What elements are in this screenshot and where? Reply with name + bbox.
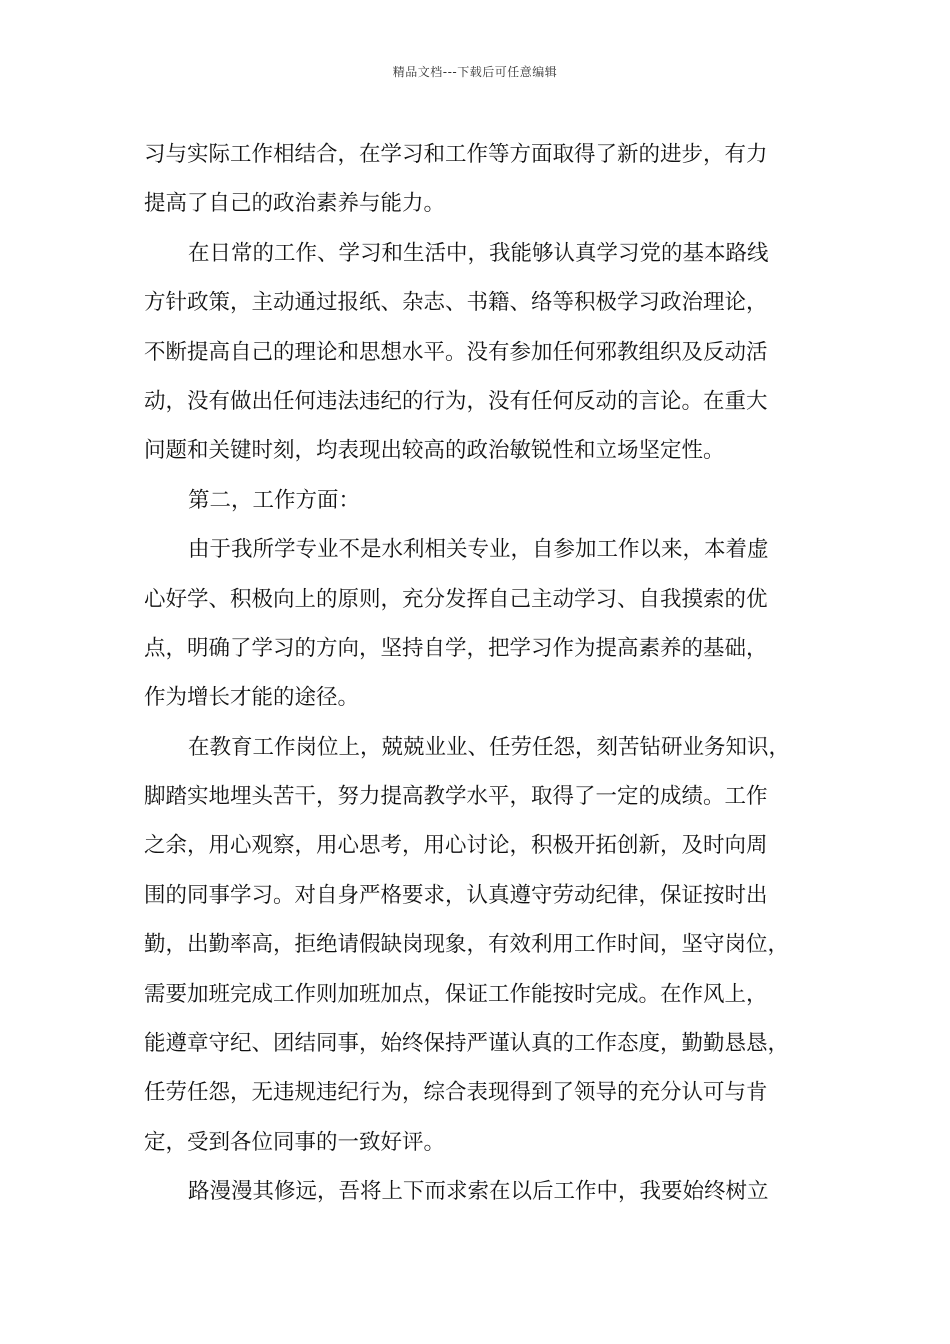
text-line: 任劳任怨，无违规违纪行为，综合表现得到了领导的充分认可与肯 [144, 1080, 768, 1106]
text-line: 不断提高自己的理论和思想水平。没有参加任何邪教组织及反动活 [144, 339, 768, 365]
paragraph-start-line: 在日常的工作、学习和生活中，我能够认真学习党的基本路线 [188, 240, 769, 266]
text-line: 心好学、积极向上的原则，充分发挥自己主动学习、自我摸索的优 [144, 586, 768, 612]
text-line: 点，明确了学习的方向，坚持自学，把学习作为提高素养的基础， [144, 635, 768, 661]
page-header: 精品文档---下载后可任意编辑 [392, 65, 558, 79]
text-line: 定，受到各位同事的一致好评。 [144, 1129, 446, 1155]
text-line: 需要加班完成工作则加班加点，保证工作能按时完成。在作风上， [144, 981, 768, 1007]
text-line: 围的同事学习。对自身严格要求，认真遵守劳动纪律，保证按时出 [144, 882, 768, 908]
paragraph-start-line: 路漫漫其修远，吾将上下而求索在以后工作中，我要始终树立 [188, 1179, 769, 1205]
text-line: 之余，用心观察，用心思考，用心讨论，积极开拓创新，及时向周 [144, 833, 768, 859]
text-line: 勤，出勤率高，拒绝请假缺岗现象，有效利用工作时间，坚守岗位， [144, 932, 790, 958]
text-line: 作为增长才能的途径。 [144, 685, 360, 711]
text-line: 能遵章守纪、团结同事，始终保持严谨认真的工作态度，勤勤恳恳， [144, 1031, 790, 1057]
text-line: 提高了自己的政治素养与能力。 [144, 191, 446, 217]
paragraph-start-line: 由于我所学专业不是水利相关专业，自参加工作以来，本着虚 [188, 537, 769, 563]
text-line: 动，没有做出任何违法违纪的行为，没有任何反动的言论。在重大 [144, 388, 768, 414]
document-body [144, 130, 816, 1217]
text-line: 习与实际工作相结合，在学习和工作等方面取得了新的进步，有力 [144, 142, 768, 167]
text-line: 方针政策，主动通过报纸、杂志、书籍、络等积极学习政治理论， [144, 290, 768, 316]
paragraph-start-line: 在教育工作岗位上，兢兢业业、任劳任怨，刻苦钻研业务知识， [188, 734, 791, 760]
section-heading: 第二，工作方面： [188, 487, 361, 513]
text-line: 脚踏实地埋头苦干，努力提高教学水平，取得了一定的成绩。工作 [144, 784, 768, 810]
text-line: 问题和关键时刻，均表现出较高的政治敏锐性和立场坚定性。 [144, 438, 725, 464]
